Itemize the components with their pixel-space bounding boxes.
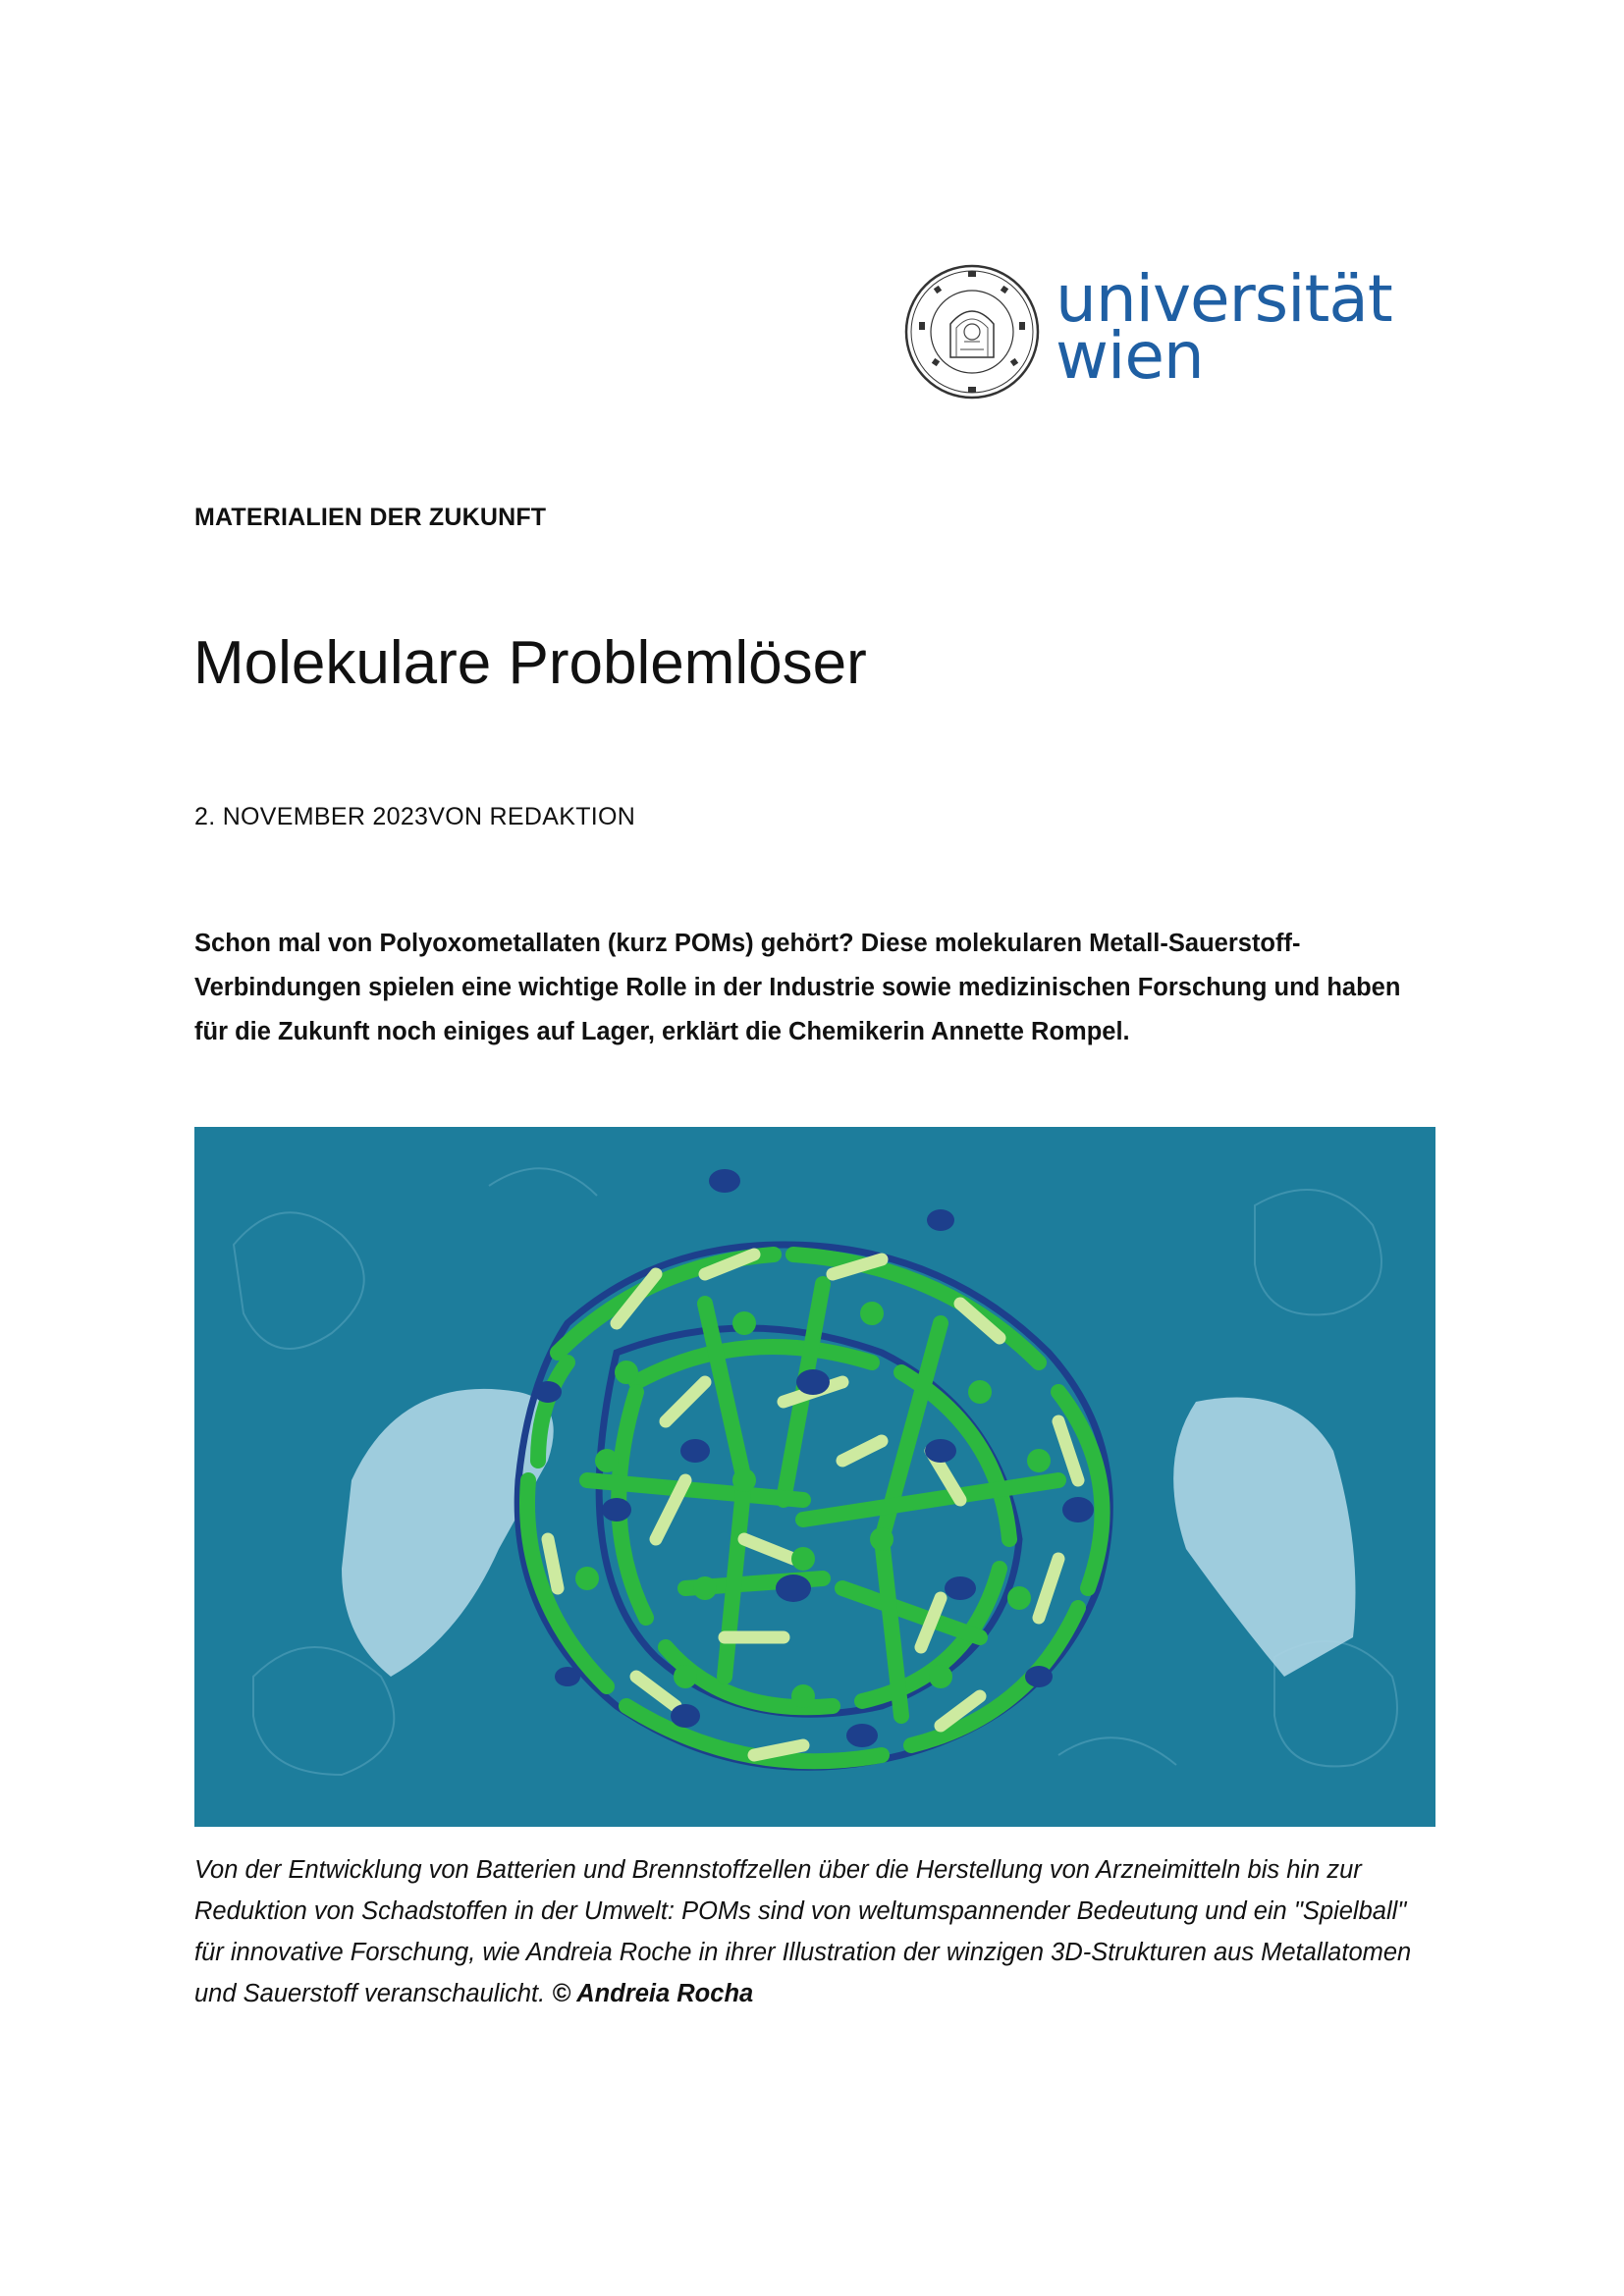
article-illustration: [194, 1127, 1435, 1827]
molecule-illustration: [194, 1127, 1435, 1827]
article-title: Molekulare Problemlöser: [193, 629, 867, 697]
caption-text: Von der Entwicklung von Batterien und Brennstoffzellen über die Herstellung von Arzneimitteln bis hin zur Reduktion von Schadstoffen in der Umwelt: POMs sind von weltumspannender Bedeutung und ein "Spielball" für innovative Forschung, wie Andreia Roche in ihrer Illustration der winzigen 3D-Strukturen aus Metallatomen und Sauerstoff veranschaulicht.: [194, 1856, 1412, 2007]
article-lead: Schon mal von Polyoxometallaten (kurz POMs) gehört? Diese molekularen Metall-Sauerstoff-Verbindungen spielen eine wichtige Rolle in der Industrie sowie medizinischen Forschung und haben für die Zukunft noch einiges auf Lager, erklärt die Chemikerin Annette Rompel.: [194, 930, 1401, 1045]
university-logo: [903, 263, 1414, 400]
article-date-author: 2. NOVEMBER 2023VON REDAKTION: [194, 803, 636, 830]
article-kicker: MATERIALIEN DER ZUKUNFT: [194, 504, 547, 531]
wordmark-line-1: universität: [1056, 261, 1392, 337]
image-credit: © Andreia Rocha: [552, 1980, 754, 2007]
university-seal-icon: [903, 263, 1041, 400]
wordmark-line-2: wien: [1056, 318, 1204, 394]
illustration-caption: [194, 1849, 1441, 2014]
university-wordmark[interactable]: [1056, 261, 1392, 394]
